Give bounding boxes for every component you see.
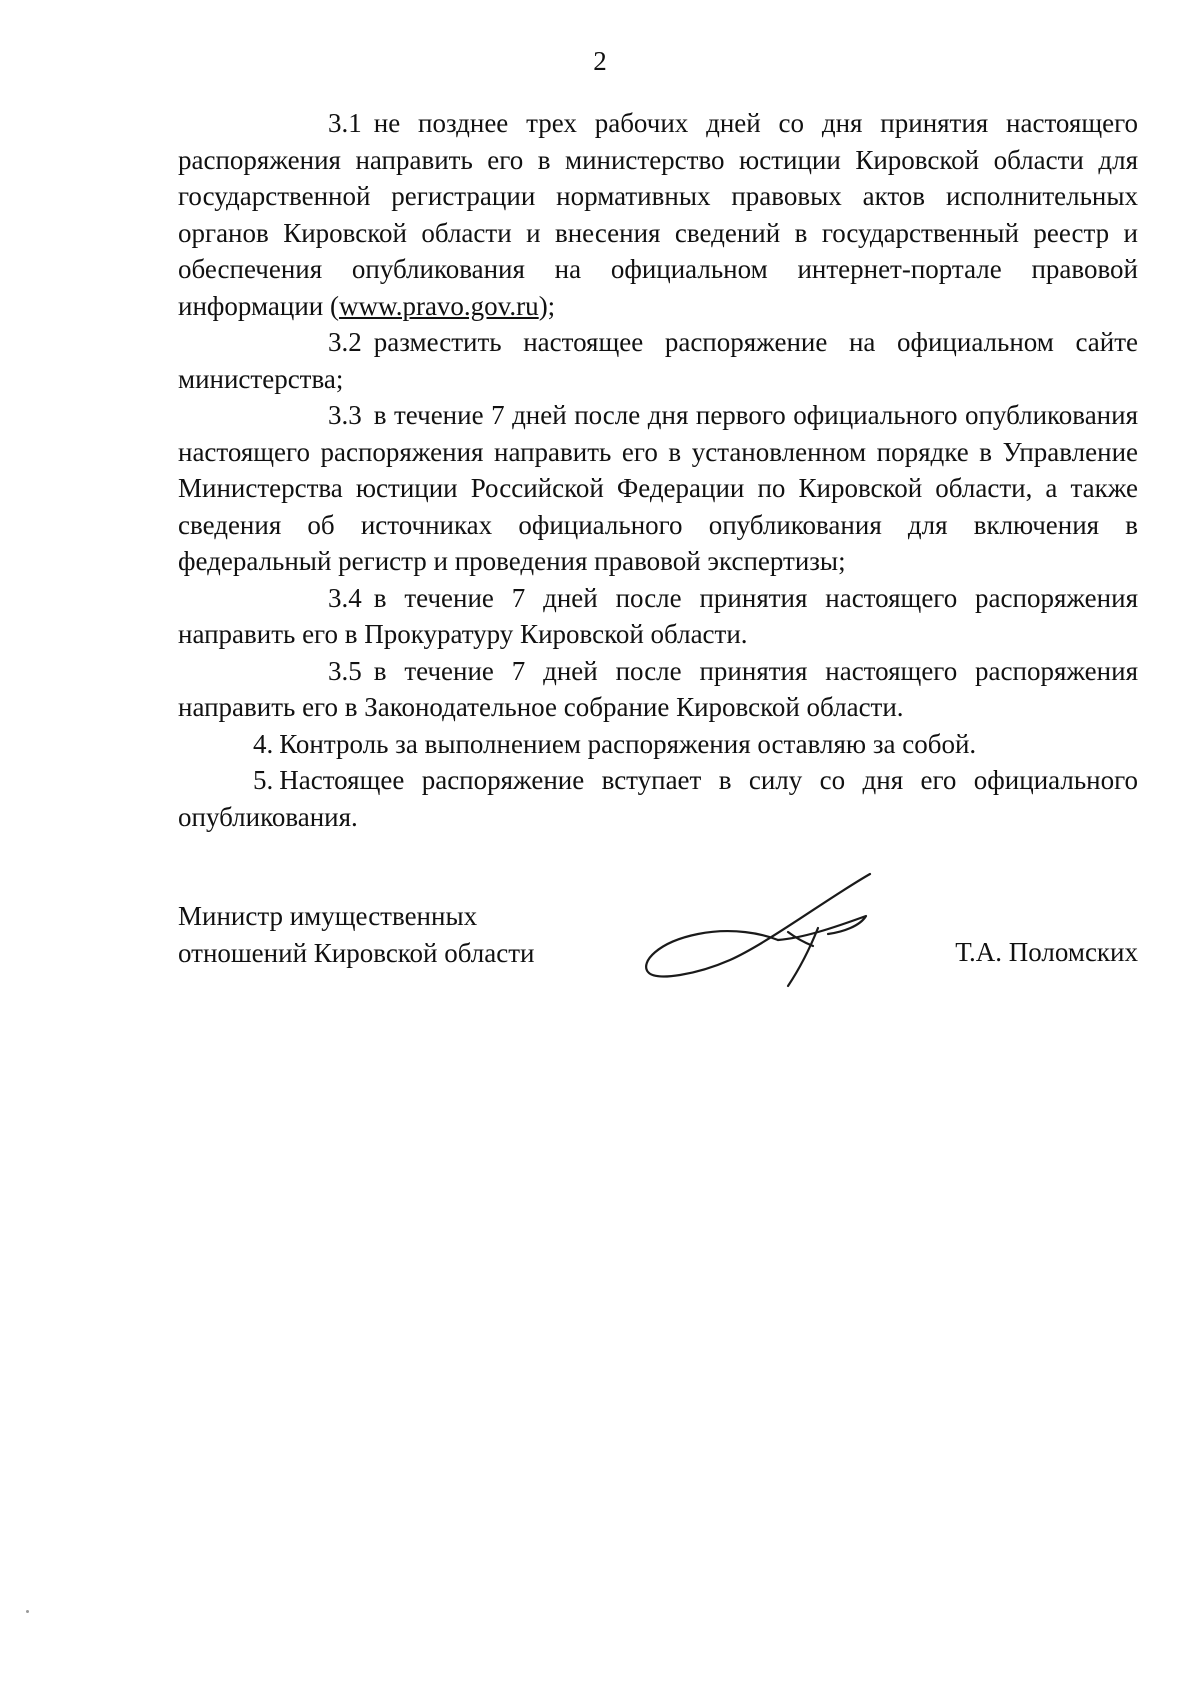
pravo-link[interactable]: www.pravo.gov.ru	[338, 290, 539, 321]
paragraph-number: 3.2	[328, 327, 362, 357]
signature-block	[178, 898, 1138, 1018]
paragraph-number: 5.	[253, 765, 274, 795]
paragraph-number: 3.5	[328, 655, 362, 686]
paragraph-3-3	[178, 397, 1138, 580]
handwritten-signature	[638, 868, 908, 998]
paragraph-number: 4.	[253, 728, 274, 759]
signer-title	[178, 898, 535, 971]
signer-name: Т.А. Поломских	[955, 937, 1138, 967]
paragraph-3-4	[178, 580, 1138, 653]
paragraph-3-1	[178, 105, 1138, 324]
signer-title-line-1: Министр имущественных	[178, 901, 478, 931]
paragraph-text: в течение 7 дней после принятия настоящего распоряжения направить его в Законодательное собрание Кировской области.	[178, 655, 1138, 722]
scan-speck	[26, 1610, 29, 1613]
paragraph-text: разместить настоящее распоряжение на официальном сайте министерства;	[178, 327, 1138, 394]
paragraph-text: не позднее трех рабочих дней со дня принятия настоящего распоряжения направить его в министерство юстиции Кировской области для государственной регистрации нормативных правовых актов исполнительных органов Кировской области и внесения сведений в государственный реестр и обеспечения опубликования на официальном интернет-портале правовой информации (	[178, 108, 1138, 321]
paragraph-5	[178, 762, 1138, 835]
paragraph-number: 3.1	[328, 108, 362, 138]
paragraph-number: 3.4	[328, 582, 362, 613]
paragraph-text: в течение 7 дней после дня первого официального опубликования настоящего распоряжения направить его в установленном порядке в Управление Министерства юстиции Российской Федерации по Кировской области, а также сведения об источниках официального опубликования для включения в федеральный регистр и проведения правовой экспертизы;	[178, 400, 1138, 576]
paragraph-text-end: );	[538, 290, 556, 321]
signer-title-line-2: отношений Кировской области	[178, 937, 535, 968]
paragraph-3-2	[178, 324, 1138, 397]
paragraph-text: в течение 7 дней после принятия настоящего распоряжения направить его в Прокуратуру Кировской области.	[178, 582, 1138, 649]
document-body	[178, 105, 1138, 835]
paragraph-4	[178, 726, 1138, 763]
page-number: 2	[593, 46, 607, 76]
paragraph-text: Контроль за выполнением распоряжения оставляю за собой.	[279, 728, 977, 759]
paragraph-number: 3.3	[328, 400, 362, 430]
paragraph-3-5	[178, 653, 1138, 726]
paragraph-text: Настоящее распоряжение вступает в силу со дня его официального опубликования.	[178, 765, 1138, 832]
